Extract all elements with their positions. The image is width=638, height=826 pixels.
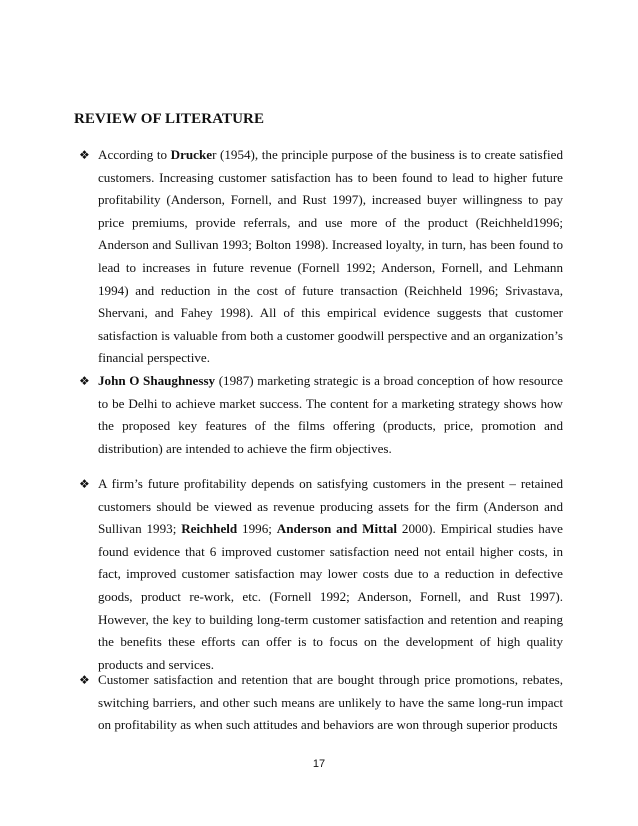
bold-citation: Reichheld [181,521,238,537]
bold-citation: Drucke [170,147,213,162]
bullet-paragraph-3 [79,473,563,676]
text-run: A firm’s future profitability depends on satisfying customers in the present – retained customers should be viewed as revenue producing assets for the firm (Anderson and Sullivan 1993; [98,476,563,537]
paragraph-text [98,672,563,732]
text-run: According to [98,147,171,162]
diamond-bullet-icon: ❖ [79,148,90,162]
bullet-paragraph-1 [79,144,564,370]
paragraph-text [98,373,563,456]
bold-citation: John O Shaughnessy [98,373,216,388]
paragraph-text [98,147,563,365]
text-run: r (1954), the principle purpose of the business is to create satisfied customers. Increasing customer satisfaction has to been found to lead to higher future profitability (Anderson, Fornell, and Rust 1997), increased buyer willingness to pay price premiums, provide referrals, and use more of the product (Reichheld1996; Anderson and Sullivan 1993; Bolton 1998). Increased loyalty, in turn, has been found to lead to increases in future revenue (Fornell 1992; Anderson, Fornell, and Lehmann 1994) and reduction in the cost of future transaction (Reichheld 1996; Srivastava, Shervani, and Fahey 1998). All of this empirical evidence suggests that customer satisfaction is valuable from both a customer goodwill perspective and an organization’s financial perspective. [98,147,564,366]
bullet-paragraph-4 [79,669,563,737]
text-run: Customer satisfaction and retention that are bought through price promotions, rebates, switching barriers, and other such means are unlikely to have the same long-run impact on profitability as when such attitudes and behaviors are won through superior products [98,672,563,733]
text-run: 2000). Empirical studies have found evidence that 6 improved customer satisfaction need not entail higher costs, in fact, improved customer satisfaction may lower costs due to a reduction in defective goods, product re-work, etc. (Fornell 1992; Anderson, Fornell, and Rust 1997). However, the key to building long-term customer satisfaction and retention and reaping the benefits these efforts can offer is to focus on the development of high quality products and services. [98,521,563,672]
text-run: 1996; [237,521,277,537]
bold-citation: Anderson and Mittal [276,521,398,537]
section-heading: REVIEW OF LITERATURE [74,111,265,127]
paragraph-text [98,476,563,672]
bullet-paragraph-2 [79,370,563,460]
text-run: (1987) marketing strategic is a broad conception of how resource to be Delhi to achieve market success. The content for a marketing strategy shows how the proposed key features of the films offering (products, price, promotion and distribution) are intended to achieve the firm objectives. [98,373,563,456]
diamond-bullet-icon: ❖ [79,477,90,491]
page-number: 17 [312,758,326,770]
diamond-bullet-icon: ❖ [79,374,90,388]
diamond-bullet-icon: ❖ [79,673,90,687]
